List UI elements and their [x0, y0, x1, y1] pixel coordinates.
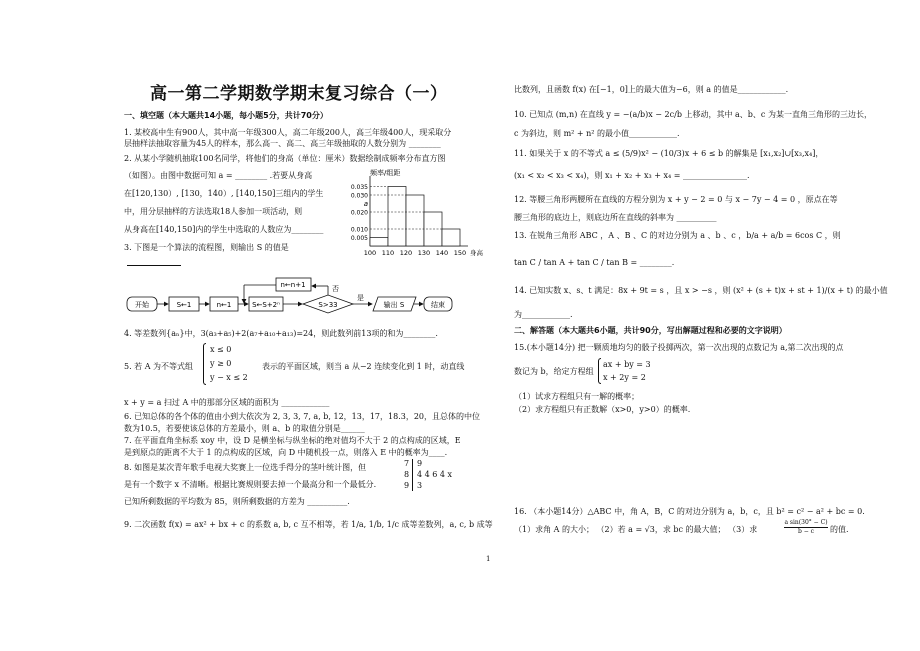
flow-yes-label: 是: [357, 294, 364, 302]
question-1-line2: 层抽样法抽取容量为45人的样本，那么高一、高二、高三年级抽取的人数分别为 ________: [124, 139, 441, 148]
stem-9: 9: [404, 481, 410, 490]
stem-8: 8: [404, 470, 410, 479]
histogram-xtick: 140: [435, 249, 449, 257]
flow-end-label: 结束: [431, 301, 445, 309]
histogram-bars: [370, 187, 460, 247]
q15-system-1: ax + by = 3: [603, 360, 651, 369]
question-2-line1: 2. 从某小学随机抽取100名同学，将他们的身高（单位：厘米）数据绘制成频率分布直方图: [124, 154, 446, 163]
question-8-line2: 是有一个数字 x 不清晰。根据比赛规则要去掉一个最高分和一个最低分.: [124, 480, 377, 489]
question-6-line1: 6. 已知总体的各个体的值由小到大依次为 2, 3, 3, 7, a, b, 12，13，17，18.3，20，且总体的中位: [124, 412, 481, 421]
q5-system-2: y ≥ 0: [210, 359, 232, 368]
page-number: 1: [486, 555, 491, 563]
histogram-ytick: 0.020: [350, 209, 368, 217]
histogram-ytick: 0.005: [350, 235, 368, 242]
question-5-line1a: 5. 若 A 为不等式组: [124, 362, 194, 371]
question-11-line1: 11. 如果关于 x 的不等式 a ≤ (5/9)x² − (10/3)x + 6 ≤ b 的解集是 [x₁,x₂]∪[x₃,x₄]，: [514, 149, 824, 158]
flow-s-update-label: S←S+2ⁿ: [252, 301, 280, 309]
question-16-line2: （1）求角 A 的大小； （2）若 a = √3，求 bc 的最大值； （3）求: [514, 525, 758, 534]
histogram-ytick: 0.030: [350, 192, 368, 200]
q16-fraction: [784, 519, 828, 536]
flow-no-label: 否: [332, 285, 339, 293]
stem-leaf-plot: [404, 458, 466, 494]
question-15-line1: 15.(本小题14分) 把一颗质地均匀的骰子投掷两次，第一次出现的点数记为 a,第二次出现的点: [514, 343, 844, 352]
histogram-bar: [406, 195, 424, 246]
q3-answer-line: [127, 265, 181, 266]
histogram-bar: [442, 229, 460, 246]
histogram-xlabel: 身高: [470, 249, 483, 257]
question-7-line1: 7. 在平面直角坐标系 xoy 中，设 D 是横坐标与纵坐标的绝对值均不大于 2 的点构成的区域，E: [124, 436, 461, 445]
histogram-bar: [388, 187, 406, 247]
histogram-bar: [370, 238, 388, 247]
section-solutions: 二、解答题（本大题共6小题，共计90分，写出解题过程和必要的文字说明）: [514, 326, 787, 335]
leaves-7: 9: [417, 459, 423, 468]
histogram-xtick: 100: [363, 249, 377, 257]
flow-n-init-label: n←1: [216, 301, 232, 309]
question-5-line1b: 表示的平面区域，则当 a 从−2 连续变化到 1 时，动直线: [262, 362, 465, 371]
flow-output-label: 输出 S: [383, 301, 405, 309]
question-9-cont: 比数列，且函数 f(x) 在[−1，0]上的最大值为−6，则 a 的值是____________.: [514, 85, 789, 94]
question-15-part1: （1）试求方程组只有一解的概率；: [514, 392, 640, 401]
question-12-line2: 腰三角形的底边上，则底边所在直线的斜率为 __________: [514, 213, 717, 222]
question-16-line1: 16. （本小题14分）△ABC 中，角 A，B，C 的对边分别为 a，b，c，且 b² = c² − a² + bc = 0.: [514, 507, 865, 516]
question-12-line1: 12. 等腰三角形两腰所在直线的方程分别为 x + y − 2 = 0 与 x − 7y − 4 = 0 ，原点在等: [514, 195, 838, 204]
question-14-line1: 14. 已知实数 x、s、t 满足：8x + 9t = s ，且 x > −s ，则 (x² + (s + t)x + st + 1)/(x + t) 的最小值: [514, 286, 888, 295]
question-2-line5: 从身高在[140,150]内的学生中选取的人数应为________: [124, 225, 324, 234]
histogram-ytick: 0.035: [350, 184, 368, 191]
question-2-line2: （如图）。由图中数据可知 a = ________ .若要从身高: [124, 171, 313, 180]
histogram-xtick: 130: [417, 249, 431, 257]
frequency-histogram: [338, 166, 483, 258]
histogram-xtick: 110: [381, 249, 395, 257]
q16-fraction-num: a sin(30° − C): [784, 519, 828, 526]
q5-system-1: x ≤ 0: [210, 345, 232, 354]
question-13-line1: 13. 在锐角三角形 ABC ，A 、B 、C 的对边分别为 a 、b 、c ，b/a + a/b = 6cos C ，则: [514, 231, 841, 240]
question-5-line2: x + y = a 扫过 A 中的那部分区域的面积为 ____________: [124, 398, 330, 407]
algorithm-flowchart: [126, 276, 456, 330]
histogram-xtick: 150: [453, 249, 467, 257]
histogram-ylabel: 频率/组距: [370, 169, 401, 177]
question-10-line1: 10. 已知点 (m,n) 在直线 y = −(a/b)x − 2c/b 上移动，其中 a、b、c 为某一直角三角形的三边长，: [514, 110, 872, 119]
question-15-line2: 数记为 b，给定方程组: [514, 367, 594, 376]
question-13-line2: tan C / tan A + tan C / tan B = ________.: [514, 258, 675, 267]
flow-start-label: 开始: [135, 301, 149, 309]
q16-fraction-den: b − c: [797, 528, 815, 535]
question-1-line1: 1. 某校高中生有900人，其中高一年级300人，高二年级200人，高三年级400人，现采取分: [124, 128, 452, 137]
histogram-a-label: a: [363, 200, 368, 208]
question-11-line2: (x₁ < x₂ < x₃ < x₄)，则 x₁ + x₂ + x₃ + x₄ = ________________.: [514, 171, 750, 180]
question-3: 3. 下图是一个算法的流程图，则输出 S 的值是: [124, 243, 289, 252]
stem-divider: [412, 459, 413, 491]
q15-system-2: x + 2y = 2: [603, 373, 646, 382]
histogram-xtick: 120: [399, 249, 413, 257]
page-title: 高一第二学期数学期末复习综合（一）: [150, 84, 448, 104]
question-8-line1: 8. 如图是某次青年歌手电视大奖赛上一位选手得分的茎叶统计图，但: [124, 463, 367, 472]
histogram-ytick: 0.010: [350, 226, 368, 234]
flow-condition-label: S>33: [318, 301, 338, 309]
question-9: 9. 二次函数 f(x) = ax² + bx + c 的系数 a, b, c 互不相等，若 1/a, 1/b, 1/c 成等差数列，a, c, b 成等: [124, 520, 493, 529]
question-6-line2: 数为10.5，若要使该总体的方差最小，则 a、b 的取值分别是______: [124, 424, 365, 433]
flow-s-init-label: S←1: [176, 301, 192, 309]
question-10-line2: c 为斜边，则 m² + n² 的最小值____________.: [514, 129, 680, 138]
question-2-line4: 中，用分层抽样的方法选取18人参加一项活动，则: [124, 207, 303, 216]
question-4: 4. 等差数列{aₙ}中，3(a₃+a₅)+2(a₇+a₁₀+a₁₃)=24，则此数列前13项的和为________.: [124, 329, 438, 338]
question-14-line2: 为____________.: [514, 310, 573, 319]
q15-brace: [598, 358, 601, 384]
question-2-line3: 在[120,130）, [130，140）, [140,150]三组内的学生: [124, 189, 324, 198]
question-7-line2: 是到原点的距离不大于 1 的点构成的区域，向 D 中随机投一点，则落入 E 中的概率为____.: [124, 448, 448, 457]
stem-7: 7: [404, 459, 410, 468]
q5-brace: [203, 343, 206, 385]
section-fill-in: 一、填空题（本大题共14小题，每小题5分，共计70分）: [124, 111, 328, 120]
leaves-8: 4 4 6 4 x: [417, 470, 453, 479]
leaves-9: 3: [417, 481, 423, 490]
question-15-part2: （2）求方程组只有正数解（x>0，y>0）的概率.: [514, 405, 691, 414]
flow-n-increment-label: n←n+1: [280, 281, 306, 289]
q5-system-3: y − x ≤ 2: [210, 373, 248, 382]
question-8-line3: 已知所剩数据的平均数为 85，则所剩数据的方差为 __________.: [124, 497, 350, 506]
question-16-line2-end: 的值.: [830, 525, 849, 534]
